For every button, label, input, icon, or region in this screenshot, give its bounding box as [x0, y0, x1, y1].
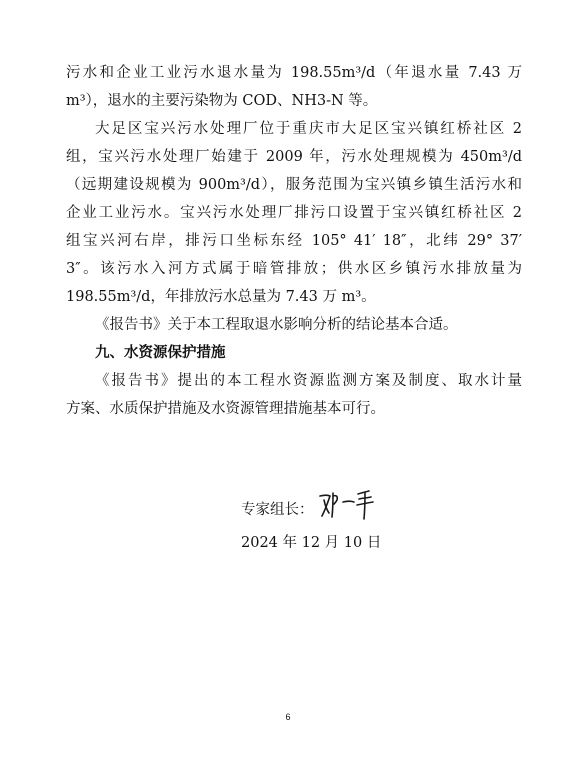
body-line: 《报告书》提出的本工程水资源监测方案及制度、取水计量	[95, 373, 522, 389]
body-line: （远期建设规模为 900m³/d），服务范围为宝兴镇乡镇生活污水和	[66, 177, 522, 193]
signoff-date: 2024 年 12 月 10 日	[241, 535, 382, 551]
handwritten-signature	[316, 486, 376, 522]
body-line: 组宝兴河右岸，排污口坐标东经 105° 41′ 18″，北纬 29° 37′	[66, 233, 522, 249]
page-number: 6	[285, 712, 291, 722]
body-line: 污水和企业工业污水退水量为 198.55m³/d（年退水量 7.43 万	[66, 65, 522, 81]
body-line: 组，宝兴污水处理厂始建于 2009 年，污水处理规模为 450m³/d	[66, 149, 522, 165]
body-line: 企业工业污水。宝兴污水处理厂排污口设置于宝兴镇红桥社区 2	[66, 205, 522, 221]
body-line: 198.55m³/d，年排放污水总量为 7.43 万 m³。	[66, 289, 376, 305]
section-heading: 九、水资源保护措施	[95, 345, 226, 361]
body-line: m³），退水的主要污染物为 COD、NH3-N 等。	[66, 93, 378, 109]
signature-label: 专家组长：	[241, 502, 314, 518]
body-line: 大足区宝兴污水处理厂位于重庆市大足区宝兴镇红桥社区 2	[95, 121, 522, 137]
body-line: 《报告书》关于本工程取退水影响分析的结论基本合适。	[95, 317, 458, 333]
body-line: 3″。该污水入河方式属于暗管排放；供水区乡镇污水排放量为	[66, 261, 522, 277]
body-line: 方案、水质保护措施及水资源管理措施基本可行。	[66, 401, 385, 417]
